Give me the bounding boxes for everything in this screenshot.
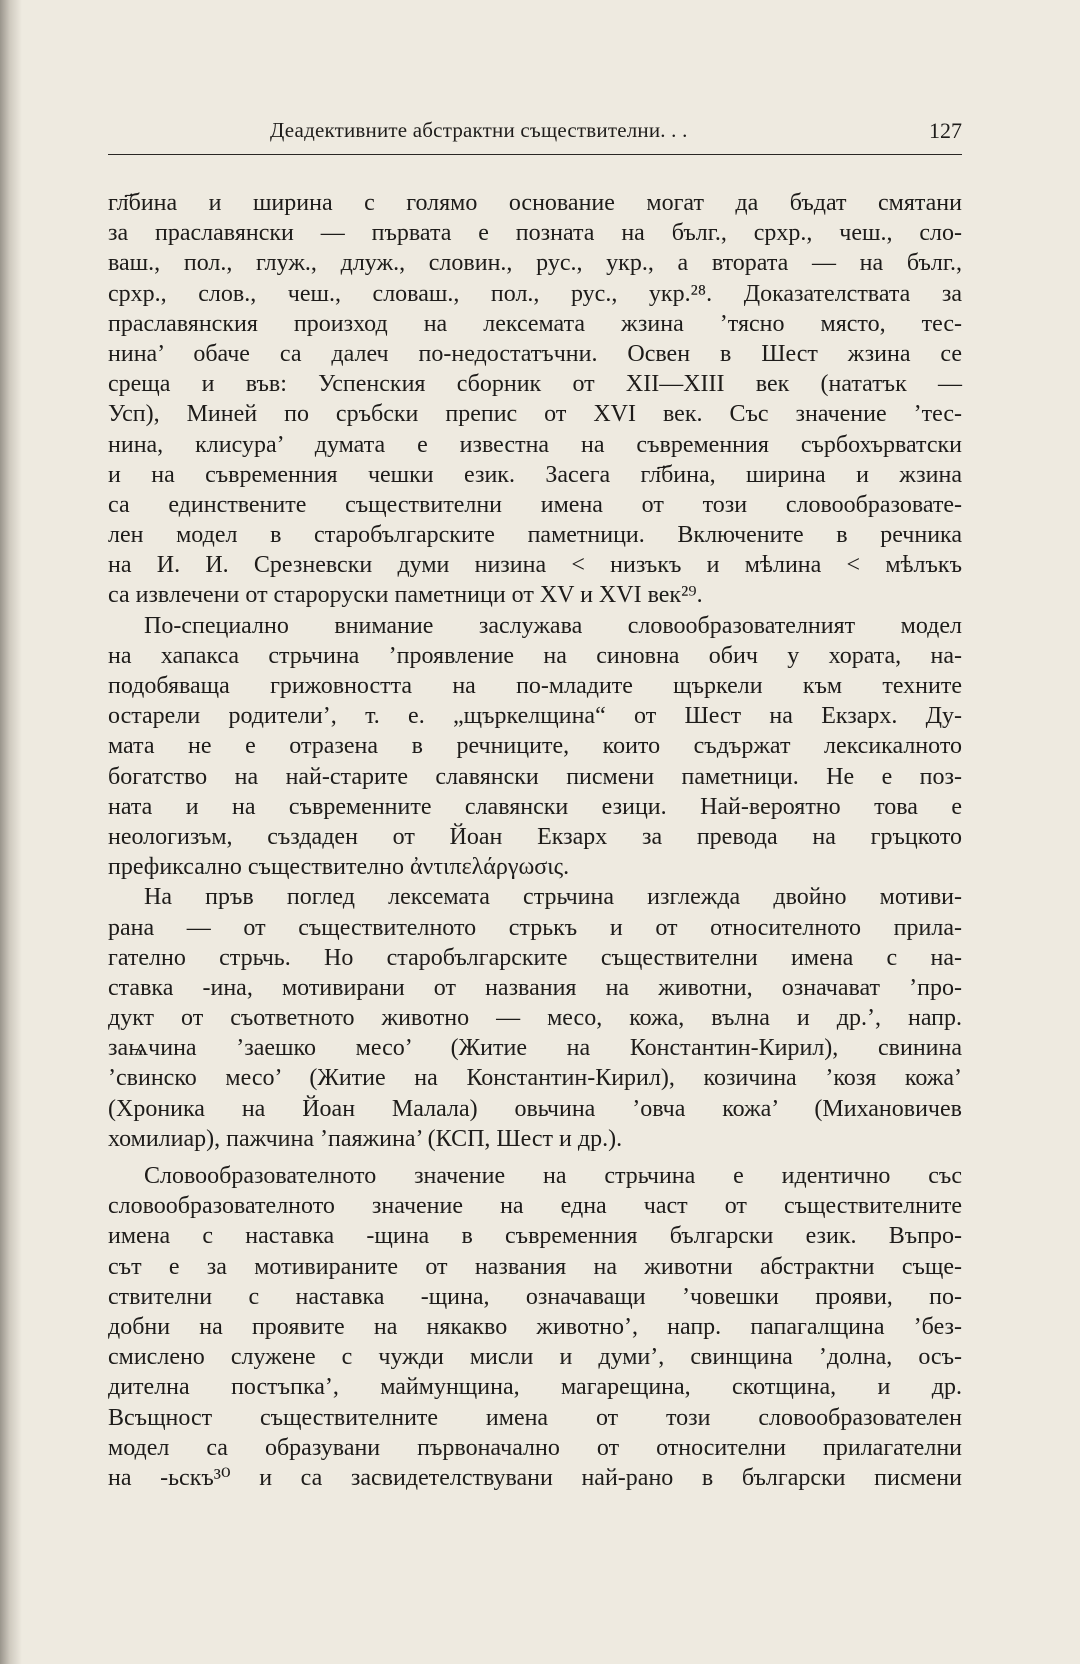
text-line: ната и на съвременните славянски езици. Най-вероятно това е: [108, 793, 962, 820]
text-line: словообразователното значение на една част от съществителните: [108, 1193, 962, 1220]
text-line: префиксално съществително ἀντιπελάργωσις.: [108, 854, 570, 881]
text-line: за праславянски — първата е позната на бълг., срхр., чеш., сло-: [108, 220, 962, 247]
text-line: подобяваща грижовността на по-младите щъркели към техните: [108, 673, 962, 699]
text-line: рана — от съществителното стрькъ и от относителното прила-: [108, 914, 962, 941]
text-line: смислено служене с чужди мисли и думи’, свинщина ’долна, осъ-: [108, 1344, 962, 1371]
text-line: ствителни с наставка -щина, означаващи ’човешки прояви, по-: [108, 1283, 962, 1310]
running-title: Деадективните абстрактни съществителни. . .: [270, 118, 688, 142]
text-line: срхр., слов., чеш., словаш., пол., рус., укр.²⁸. Доказателствата за: [108, 280, 962, 307]
running-header: [108, 118, 962, 158]
body-text: [108, 188, 962, 1493]
text-line: модел са образувани първоначално от относителни прилагателни: [108, 1434, 962, 1461]
text-line: ваш., пол., глуж., длуж., словин., рус., укр., а втората — на бълг.,: [108, 250, 962, 277]
text-line: гл҃бина и ширина с голямо основание могат да бъдат смятани: [108, 190, 962, 216]
page-edge-shadow: [0, 0, 22, 1664]
text-line: дителна постъпка’, маймунщина, магарещина, скотщина, и др.: [108, 1374, 962, 1401]
text-line: По-специално внимание заслужава словообразователният модел: [144, 612, 962, 639]
text-line: (Хроника на Йоан Малала) овьчина ’овча кожа’ (Михановичев: [108, 1095, 962, 1122]
text-line: праславянския произход на лексемата жзина ’тясно място, тес-: [108, 310, 962, 337]
text-line: богатство на най-старите славянски писмени паметници. Не е поз-: [108, 763, 962, 790]
text-line: неологизъм, създаден от Йоан Екзарх за превода на гръцкото: [108, 823, 962, 850]
text-line: Словообразователното значение на стрьчина е идентично със: [144, 1163, 962, 1189]
page-number: 127: [929, 118, 962, 143]
text-line: среща и във: Успенския сборник от XII—XIII век (нататък —: [108, 371, 962, 398]
text-line: са извлечени от староруски паметници от XV и XVI век²⁹.: [108, 582, 703, 609]
text-line: нина, клисура’ думата е известна на съвременния сърбохърватски: [108, 431, 962, 458]
text-line: на хапакса стрьчина ’проявление на синовна обич у хората, на-: [108, 642, 962, 669]
text-line: остарели родители’, т. е. „щъркелщина“ от Шест на Екзарх. Ду-: [108, 703, 962, 730]
text-line: Усп), Миней по сръбски препис от XVI век. Със значение ’тес-: [108, 401, 962, 428]
text-line: на И. И. Срезневски думи низина < низъкъ и мѣлина < мѣлъкъ: [108, 552, 962, 579]
text-line: лен модел в старобългарските паметници. Включените в речника: [108, 522, 962, 549]
text-line: имена с наставка -щина в съвременния български език. Въпро-: [108, 1223, 962, 1250]
text-line: на -ьскъ³⁰ и са засвидетелствувани най-рано в български писмени: [108, 1464, 962, 1491]
text-line: и на съвременния чешки език. Засега гл҃бина, ширина и жзина: [108, 461, 962, 488]
text-line: На пръв поглед лексемата стрьчина изглежда двойно мотиви-: [144, 884, 962, 911]
text-line: са единствените съществителни имена от този словообразовате-: [108, 491, 962, 518]
text-line: Всъщност съществителните имена от този словообразователен: [108, 1404, 962, 1431]
text-line: ’свинско месо’ (Житие на Константин-Кирил), козичина ’козя кожа’: [108, 1065, 962, 1092]
text-line: ставка -ина, мотивирани от названия на животни, означават ’про-: [108, 974, 962, 1001]
text-line: хомилиар), пажчина ’паяжина’ (КСП, Шест и др.).: [108, 1125, 623, 1152]
text-line: дукт от съответното животно — месо, кожа, вълна и др.’, напр.: [108, 1005, 962, 1032]
text-line: заѩчина ’заешко месо’ (Житие на Константин-Кирил), свинина: [108, 1035, 962, 1062]
text-line: мата не е отразена в речниците, които съдържат лексикалното: [108, 733, 962, 760]
text-line: гателно стрьчь. Но старобългарските съществителни имена с на-: [108, 944, 962, 971]
header-rule: [108, 154, 962, 155]
text-line: добни на проявите на някакво животно’, напр. папагалщина ’без-: [108, 1313, 962, 1340]
text-line: сът е за мотивираните от названия на животни абстрактни съще-: [108, 1253, 962, 1280]
text-line: нина’ обаче са далеч по-недостатъчни. Освен в Шест жзина се: [108, 340, 962, 367]
